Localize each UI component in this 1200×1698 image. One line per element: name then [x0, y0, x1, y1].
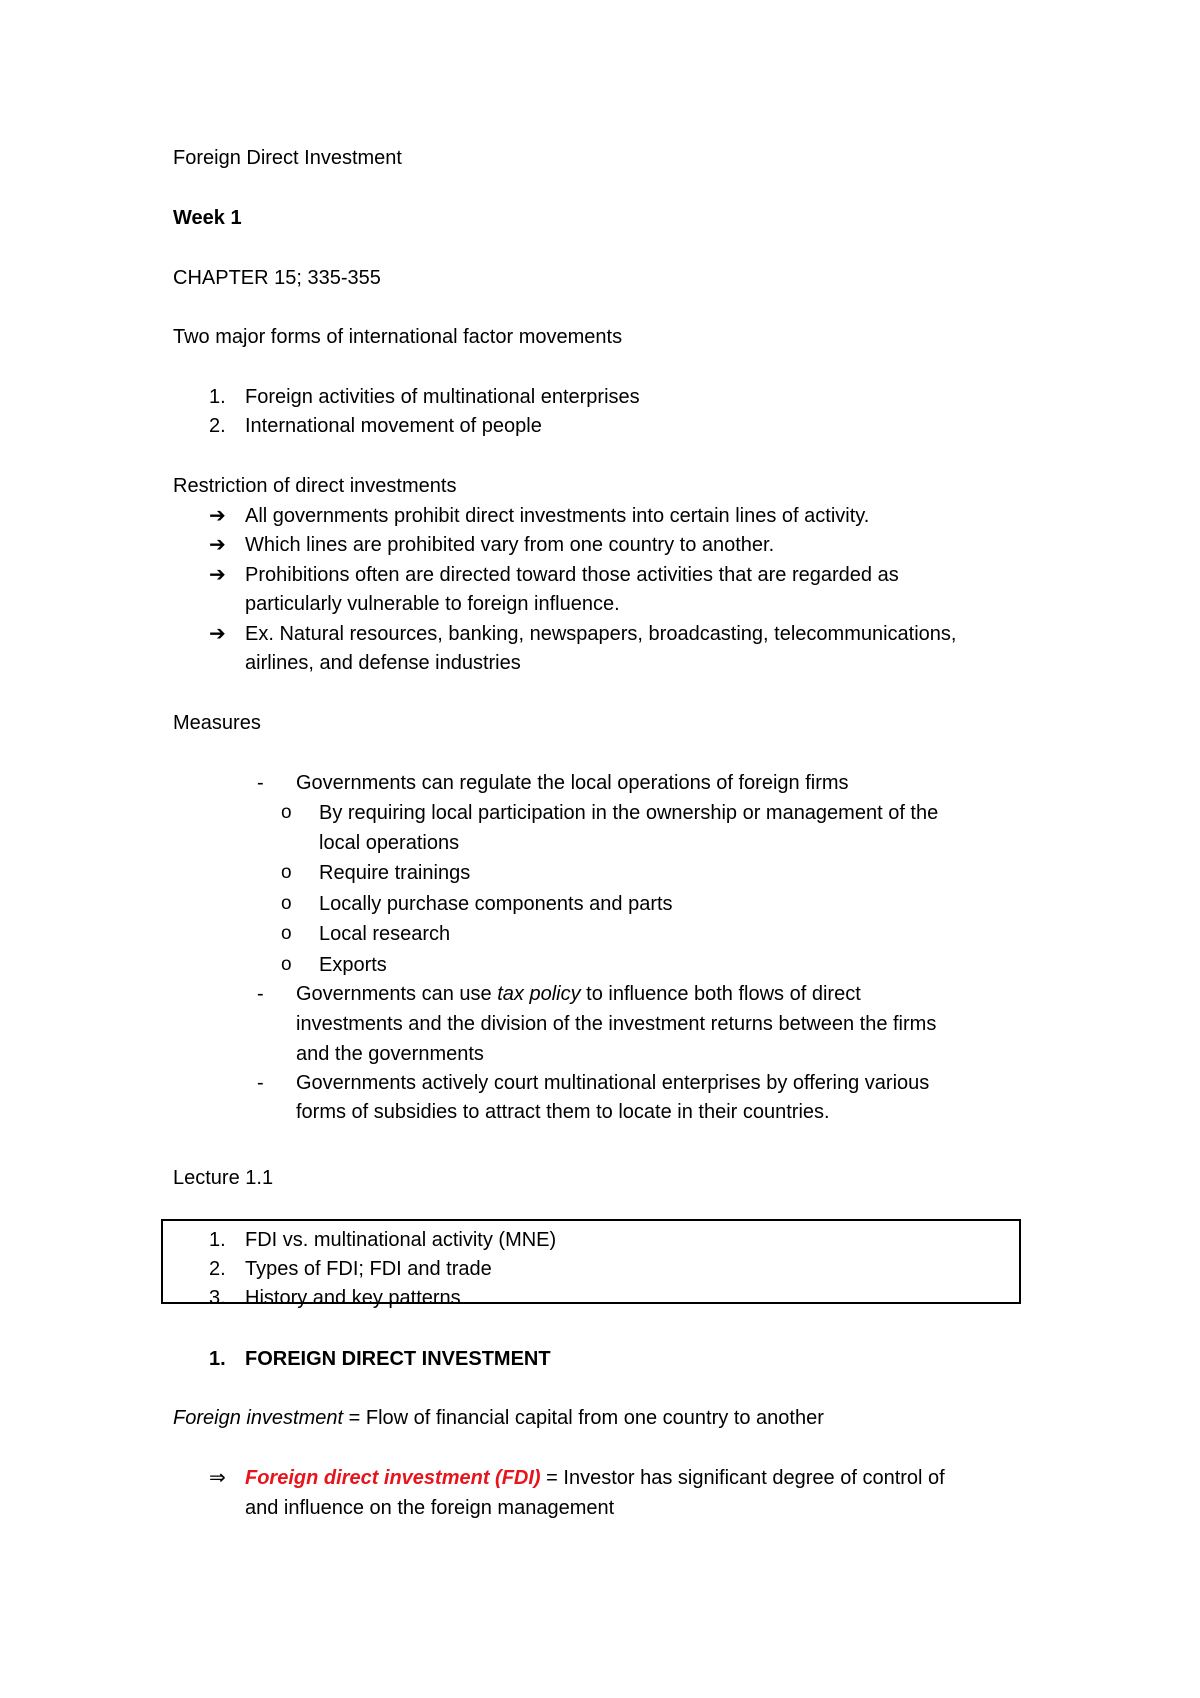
dash-bullet-icon: - — [257, 1072, 264, 1094]
sub-list-item: Require trainings — [319, 862, 471, 884]
list-item-continuation: investments and the division of the investment returns between the firms — [296, 1013, 937, 1035]
sub-list-item: By requiring local participation in the ownership or management of the — [319, 802, 939, 824]
section-title: FOREIGN DIRECT INVESTMENT — [245, 1348, 551, 1370]
circle-bullet-icon: o — [281, 923, 292, 944]
definition-text: = Flow of financial capital from one country to another — [343, 1407, 824, 1429]
list-item: Prohibitions often are directed toward those activities that are regarded as — [245, 564, 899, 586]
tax-policy-term: tax policy — [497, 983, 581, 1005]
measures-heading: Measures — [173, 712, 261, 734]
fdi-term: Foreign direct investment (FDI) — [245, 1467, 541, 1489]
sub-list-item: Local research — [319, 923, 451, 945]
list-number: 1. — [209, 386, 226, 408]
list-item-continuation: airlines, and defense industries — [245, 652, 521, 674]
list-number: 1. — [209, 1229, 226, 1251]
fdi-definition-continuation: and influence on the foreign management — [245, 1497, 615, 1519]
list-item: FDI vs. multinational activity (MNE) — [245, 1229, 557, 1251]
list-item: Types of FDI; FDI and trade — [245, 1258, 492, 1280]
lecture-heading: Lecture 1.1 — [173, 1167, 274, 1189]
list-number: 3. — [209, 1287, 226, 1309]
measure2-text-end: to influence both flows of direct — [580, 983, 861, 1005]
arrow-bullet-icon: ➔ — [209, 534, 226, 556]
implies-arrow-icon: ⇒ — [209, 1467, 226, 1489]
list-item: International movement of people — [245, 415, 542, 437]
sub-list-item: Locally purchase components and parts — [319, 893, 673, 915]
list-item — [296, 982, 861, 1006]
definition-text: = Investor has significant degree of control of — [540, 1467, 945, 1489]
list-item: Which lines are prohibited vary from one country to another. — [245, 534, 775, 556]
dash-bullet-icon: - — [257, 983, 264, 1005]
circle-bullet-icon: o — [281, 802, 292, 823]
section-number: 1. — [209, 1348, 226, 1370]
definition-term: Foreign investment — [173, 1407, 344, 1429]
foreign-investment-definition — [173, 1406, 824, 1430]
sub-list-item-continuation: local operations — [319, 832, 460, 854]
list-item: Ex. Natural resources, banking, newspapers, broadcasting, telecommunications, — [245, 623, 957, 645]
list-item: History and key patterns — [245, 1287, 461, 1309]
list-item: All governments prohibit direct investments into certain lines of activity. — [245, 505, 870, 527]
measure2-text: Governments can use — [296, 983, 498, 1005]
arrow-bullet-icon: ➔ — [209, 623, 226, 645]
list-number: 2. — [209, 1258, 226, 1280]
list-item: Governments actively court multinational enterprises by offering various — [296, 1072, 930, 1094]
arrow-bullet-icon: ➔ — [209, 505, 226, 527]
restriction-heading: Restriction of direct investments — [173, 475, 457, 497]
list-item-continuation: forms of subsidies to attract them to locate in their countries. — [296, 1101, 830, 1123]
fdi-definition — [245, 1466, 945, 1490]
list-item: Foreign activities of multinational enterprises — [245, 386, 640, 408]
list-item: Governments can regulate the local operations of foreign firms — [296, 772, 849, 794]
circle-bullet-icon: o — [281, 862, 292, 883]
sub-list-item: Exports — [319, 954, 387, 976]
arrow-bullet-icon: ➔ — [209, 564, 226, 586]
list-item-continuation: and the governments — [296, 1043, 484, 1065]
chapter-reference: CHAPTER 15; 335-355 — [173, 267, 381, 289]
circle-bullet-icon: o — [281, 893, 292, 914]
dash-bullet-icon: - — [257, 772, 264, 794]
week-heading: Week 1 — [173, 207, 242, 229]
document-title: Foreign Direct Investment — [173, 147, 402, 169]
circle-bullet-icon: o — [281, 954, 292, 975]
list-item-continuation: particularly vulnerable to foreign influence. — [245, 593, 620, 615]
forms-heading: Two major forms of international factor movements — [173, 326, 623, 348]
list-number: 2. — [209, 415, 226, 437]
